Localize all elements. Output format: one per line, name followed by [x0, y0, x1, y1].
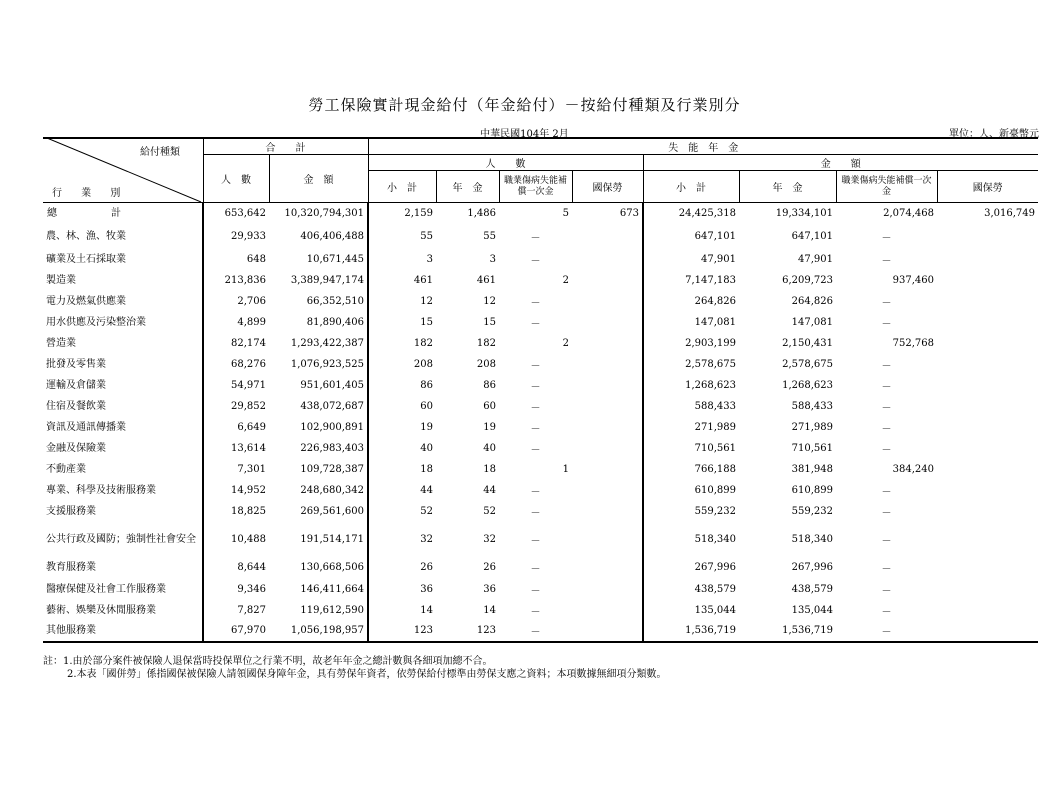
cell-ac: － — [881, 423, 892, 435]
cell-pn — [572, 291, 643, 312]
cell-py: 60 — [483, 400, 496, 412]
cell-ay: 559,232 — [791, 505, 833, 517]
cell-an — [937, 270, 1038, 291]
cell-an — [937, 224, 1038, 249]
table-row — [43, 224, 1038, 249]
cell-pc: － — [530, 444, 541, 456]
table-body — [43, 203, 1038, 642]
cell-as: 438,579 — [643, 579, 739, 600]
cell-ac: － — [836, 621, 937, 642]
cell-ay: 438,579 — [791, 583, 833, 595]
cell-an — [937, 557, 1038, 579]
cell-as: 559,232 — [643, 501, 739, 522]
total-header: 合 計 — [203, 138, 368, 155]
industry-name: 運輸及倉儲業 — [46, 379, 106, 391]
cell-ac: － — [881, 360, 892, 372]
cell-p: 2,706 — [203, 291, 269, 312]
cell-ps: 14 — [368, 600, 436, 621]
cell-p: 68,276 — [203, 354, 269, 375]
table-row — [43, 621, 1038, 642]
cell-as: 647,101 — [643, 224, 739, 249]
table-row — [43, 312, 1038, 333]
cell-p: 13,614 — [203, 438, 269, 459]
cell-ac: － — [881, 297, 892, 309]
cell-a: 130,668,506 — [300, 562, 364, 573]
industry-header-label: 行 業 別 — [52, 188, 129, 199]
industry-name: 支援服務業 — [46, 505, 96, 517]
cell-pn — [572, 333, 643, 354]
cell-ay: 647,101 — [791, 230, 833, 242]
corner-header-cell — [43, 138, 203, 203]
cell-ps: 19 — [368, 417, 436, 438]
cell-a: 1,293,422,387 — [290, 337, 364, 349]
cell-a: 191,514,171 — [300, 533, 364, 545]
cell-a: 269,561,600 — [300, 505, 364, 517]
cell-ay: 518,340 — [791, 533, 833, 545]
industry-name: 礦業及土石採取業 — [46, 253, 126, 265]
industry-name: 製造業 — [46, 274, 76, 286]
industry-name: 資訊及通訊傳播業 — [46, 421, 126, 433]
cell-as: 610,899 — [643, 480, 739, 501]
cell-ps: 44 — [368, 480, 436, 501]
cell-py: 40 — [483, 442, 496, 454]
cell-py: 123 — [436, 621, 499, 642]
cell-pc: － — [530, 507, 541, 519]
cell-ay: 147,081 — [791, 316, 833, 328]
cell-py: 26 — [483, 562, 496, 573]
cell-a: 10,671,445 — [306, 253, 364, 265]
table-row — [43, 396, 1038, 417]
cell-py: 18 — [483, 463, 496, 475]
cell-pc: 2 — [562, 337, 569, 349]
table-row — [43, 480, 1038, 501]
cell-p: 82,174 — [203, 333, 269, 354]
cell-ac: － — [881, 564, 892, 575]
amount-subtotal-header: 小 計 — [643, 171, 739, 203]
industry-name: 營造業 — [46, 337, 76, 349]
cell-ac: － — [881, 318, 892, 330]
cell-ay: 2,150,431 — [782, 337, 833, 349]
industry-name: 用水供應及污染整治業 — [46, 316, 146, 328]
cell-a: 146,411,664 — [300, 583, 364, 595]
total-amount-header: 金 額 — [269, 155, 368, 203]
cell-py: 55 — [483, 230, 496, 242]
cell-ay: 1,536,719 — [739, 621, 836, 642]
cell-an — [937, 621, 1038, 642]
industry-name: 批發及零售業 — [46, 358, 106, 370]
cell-an — [937, 522, 1038, 557]
cell-py: 182 — [476, 337, 496, 349]
cell-ac: － — [881, 507, 892, 519]
cell-ac: 384,240 — [892, 463, 934, 475]
table-row — [43, 438, 1038, 459]
cell-ps: 52 — [368, 501, 436, 522]
cell-pc: － — [530, 255, 541, 267]
industry-name: 藝術、娛樂及休閒服務業 — [46, 604, 156, 616]
industry-name: 不動產業 — [46, 463, 86, 475]
cell-an — [937, 354, 1038, 375]
cell-as: 7,147,183 — [643, 270, 739, 291]
industry-name: 專業、科學及技術服務業 — [46, 484, 156, 496]
cell-an — [937, 396, 1038, 417]
cell-pn — [572, 270, 643, 291]
cell-a: 3,389,947,174 — [290, 274, 364, 286]
cell-pn — [572, 600, 643, 621]
cell-as: 264,826 — [643, 291, 739, 312]
amount-annuity-header: 年 金 — [739, 171, 836, 203]
table-row — [43, 333, 1038, 354]
cell-ps: 123 — [368, 621, 436, 642]
table-row — [43, 270, 1038, 291]
cell-pn — [572, 354, 643, 375]
cell-pc: － — [530, 535, 541, 547]
cell-py: 15 — [483, 316, 496, 328]
cell-p: 18,825 — [203, 501, 269, 522]
cell-pc: － — [530, 360, 541, 372]
cell-ps: 55 — [368, 224, 436, 249]
cell-an — [937, 579, 1038, 600]
cell-ay: 135,044 — [791, 604, 833, 616]
cell-p: 6,649 — [203, 417, 269, 438]
cell-ay: 1,268,623 — [782, 379, 833, 391]
page-title: 勞工保險實計現金給付（年金給付）－按給付種類及行業別分 — [308, 96, 741, 114]
amount-compensation-header: 職業傷病失能補償一次金 — [836, 171, 937, 203]
industry-name: 金融及保險業 — [46, 442, 106, 454]
cell-py: 208 — [476, 358, 496, 370]
table-row — [43, 600, 1038, 621]
cell-py: 19 — [483, 421, 496, 433]
cell-ac: － — [881, 606, 892, 618]
cell-pn — [572, 522, 643, 557]
cell-a: 10,320,794,301 — [284, 207, 364, 219]
cell-ay: 271,989 — [791, 421, 833, 433]
cell-pc: － — [530, 318, 541, 330]
cell-py: 44 — [483, 484, 496, 496]
cell-an — [937, 600, 1038, 621]
total-persons-header: 人 數 — [203, 155, 269, 203]
industry-name: 住宿及餐飲業 — [46, 400, 106, 412]
cell-p: 8,644 — [203, 557, 269, 579]
cell-pn — [572, 557, 643, 579]
data-table — [43, 137, 1038, 643]
table-row — [43, 557, 1038, 579]
cell-py: 461 — [476, 274, 496, 286]
cell-ps: 461 — [368, 270, 436, 291]
cell-ac: － — [881, 232, 892, 244]
cell-pc: － — [530, 585, 541, 597]
cell-pn — [572, 224, 643, 249]
cell-ps: 40 — [368, 438, 436, 459]
cell-p: 29,852 — [203, 396, 269, 417]
cell-ac: － — [881, 402, 892, 414]
cell-py: 32 — [483, 533, 496, 545]
cell-py: 36 — [483, 583, 496, 595]
persons-annuity-header: 年 金 — [436, 171, 499, 203]
cell-pn — [572, 459, 643, 480]
table-row — [43, 417, 1038, 438]
cell-an: 3,016,749 — [984, 207, 1035, 219]
footnote-2: 2.本表「國併勞」係指國保被保險人請領國保身障年金，具有勞保年資者，依勞保給付標準由勞保支應之資料；本項數據無細項分類數。 — [67, 669, 667, 680]
cell-py: 86 — [483, 379, 496, 391]
cell-py: 1,486 — [467, 207, 496, 219]
cell-p: 9,346 — [203, 579, 269, 600]
persons-national-header: 國保勞 — [572, 171, 643, 203]
cell-ay: 19,334,101 — [775, 207, 833, 219]
unit-label: 單位：人、新臺幣元 — [949, 129, 1039, 140]
disability-persons-header: 人 數 — [368, 155, 643, 171]
cell-pc: － — [530, 232, 541, 244]
cell-p: 29,933 — [203, 224, 269, 249]
cell-ps: 60 — [368, 396, 436, 417]
kind-header-label: 給付種類 — [140, 147, 180, 158]
disability-header: 失 能 年 金 — [368, 138, 1038, 155]
cell-ac: 752,768 — [892, 337, 934, 349]
cell-ps: 32 — [368, 522, 436, 557]
cell-pc: － — [499, 621, 572, 642]
cell-an — [937, 312, 1038, 333]
cell-a: 109,728,387 — [300, 463, 364, 475]
cell-py: 3 — [489, 253, 496, 265]
cell-as: 24,425,318 — [643, 203, 739, 224]
cell-ps: 2,159 — [368, 203, 436, 224]
cell-p: 67,970 — [203, 621, 269, 642]
cell-pn — [572, 579, 643, 600]
cell-as: 2,578,675 — [643, 354, 739, 375]
table-row — [43, 354, 1038, 375]
cell-as: 1,536,719 — [643, 621, 739, 642]
cell-ps: 12 — [368, 291, 436, 312]
cell-ps: 86 — [368, 375, 436, 396]
cell-ac: － — [881, 535, 892, 547]
cell-ac: － — [881, 444, 892, 456]
table-row — [43, 501, 1038, 522]
table-row — [43, 579, 1038, 600]
cell-an — [937, 291, 1038, 312]
cell-a: 102,900,891 — [300, 421, 364, 433]
cell-p: 648 — [203, 249, 269, 270]
disability-amount-header: 金 額 — [643, 155, 1038, 171]
table-row — [43, 249, 1038, 270]
cell-as: 271,989 — [643, 417, 739, 438]
cell-an — [937, 249, 1038, 270]
cell-p: 14,952 — [203, 480, 269, 501]
persons-subtotal-header: 小 計 — [368, 171, 436, 203]
cell-pn — [572, 417, 643, 438]
industry-name: 電力及燃氣供應業 — [46, 295, 126, 307]
cell-pc: － — [530, 564, 541, 575]
cell-an — [937, 417, 1038, 438]
footnote-1: 註：1.由於部分案件被保險人退保當時投保單位之行業不明，故老年年金之總計數與各細項加總不合。 — [43, 656, 493, 667]
industry-name: 總 計 — [47, 207, 143, 219]
cell-pc: 1 — [562, 463, 569, 475]
cell-p: 7,827 — [203, 600, 269, 621]
footnotes — [43, 655, 667, 681]
cell-pc: － — [530, 486, 541, 498]
cell-pc: － — [530, 381, 541, 393]
cell-as: 147,081 — [643, 312, 739, 333]
cell-pc: － — [530, 402, 541, 414]
cell-as: 1,268,623 — [643, 375, 739, 396]
table-row — [43, 375, 1038, 396]
cell-ps: 18 — [368, 459, 436, 480]
cell-ay: 267,996 — [791, 562, 833, 573]
industry-name: 農、林、漁、牧業 — [46, 230, 126, 242]
cell-ay: 264,826 — [791, 295, 833, 307]
cell-as: 2,903,199 — [643, 333, 739, 354]
cell-ac: － — [881, 255, 892, 267]
cell-pc: － — [530, 606, 541, 618]
cell-pc: 5 — [562, 207, 569, 219]
cell-pn — [572, 621, 643, 642]
cell-p: 7,301 — [203, 459, 269, 480]
cell-ac: － — [881, 486, 892, 498]
cell-ps: 3 — [368, 249, 436, 270]
cell-pn — [572, 312, 643, 333]
cell-a: 66,352,510 — [306, 295, 364, 307]
cell-pc: 2 — [562, 274, 569, 286]
cell-ay: 2,578,675 — [782, 358, 833, 370]
industry-name: 公共行政及國防；強制性社會安全 — [46, 533, 196, 545]
cell-as: 766,188 — [643, 459, 739, 480]
cell-a: 1,076,923,525 — [290, 358, 364, 370]
cell-ps: 182 — [368, 333, 436, 354]
industry-name: 其他服務業 — [43, 621, 203, 642]
cell-pn — [572, 438, 643, 459]
cell-a: 438,072,687 — [300, 400, 364, 412]
cell-ps: 208 — [368, 354, 436, 375]
amount-national-header: 國保勞 — [937, 171, 1038, 203]
cell-pc: － — [530, 423, 541, 435]
cell-pn — [572, 501, 643, 522]
cell-ay: 610,899 — [791, 484, 833, 496]
total-row — [43, 203, 1038, 224]
cell-a: 81,890,406 — [306, 316, 364, 328]
cell-as: 267,996 — [643, 557, 739, 579]
cell-py: 12 — [483, 295, 496, 307]
cell-a: 951,601,405 — [300, 379, 364, 391]
industry-name: 教育服務業 — [46, 562, 96, 573]
cell-as: 710,561 — [643, 438, 739, 459]
cell-ay: 381,948 — [791, 463, 833, 475]
cell-ay: 588,433 — [791, 400, 833, 412]
cell-as: 135,044 — [643, 600, 739, 621]
cell-an — [937, 438, 1038, 459]
cell-ay: 6,209,723 — [782, 274, 833, 286]
cell-pn — [572, 480, 643, 501]
cell-p: 213,836 — [203, 270, 269, 291]
cell-py: 52 — [483, 505, 496, 517]
cell-a: 119,612,590 — [300, 604, 364, 616]
cell-a: 226,983,403 — [300, 442, 364, 454]
cell-ay: 710,561 — [791, 442, 833, 454]
cell-an — [937, 333, 1038, 354]
table-row — [43, 522, 1038, 557]
cell-p: 4,899 — [203, 312, 269, 333]
cell-ps: 36 — [368, 579, 436, 600]
cell-an — [937, 501, 1038, 522]
cell-a: 1,056,198,957 — [269, 621, 368, 642]
cell-an — [937, 375, 1038, 396]
cell-ac: － — [881, 585, 892, 597]
cell-as: 588,433 — [643, 396, 739, 417]
cell-ps: 26 — [368, 557, 436, 579]
cell-ay: 47,901 — [798, 253, 833, 265]
cell-an — [937, 480, 1038, 501]
cell-pc: － — [530, 297, 541, 309]
table-row — [43, 291, 1038, 312]
cell-ps: 15 — [368, 312, 436, 333]
report-date: 中華民國104年 2月 — [480, 129, 569, 140]
cell-ac: － — [881, 381, 892, 393]
cell-a: 248,680,342 — [300, 484, 364, 496]
cell-p: 10,488 — [203, 522, 269, 557]
cell-pn — [572, 375, 643, 396]
cell-pn — [572, 396, 643, 417]
cell-py: 14 — [483, 604, 496, 616]
table-row — [43, 459, 1038, 480]
cell-as: 518,340 — [643, 522, 739, 557]
cell-ac: 2,074,468 — [883, 207, 934, 219]
cell-pn: 673 — [619, 207, 639, 219]
cell-p: 54,971 — [203, 375, 269, 396]
cell-ac: 937,460 — [892, 274, 934, 286]
industry-name: 醫療保健及社會工作服務業 — [46, 583, 166, 595]
cell-as: 47,901 — [643, 249, 739, 270]
cell-p: 653,642 — [203, 203, 269, 224]
persons-compensation-header: 職業傷病失能補償一次金 — [499, 171, 572, 203]
cell-an — [937, 459, 1038, 480]
cell-pn — [572, 249, 643, 270]
cell-a: 406,406,488 — [300, 230, 364, 242]
